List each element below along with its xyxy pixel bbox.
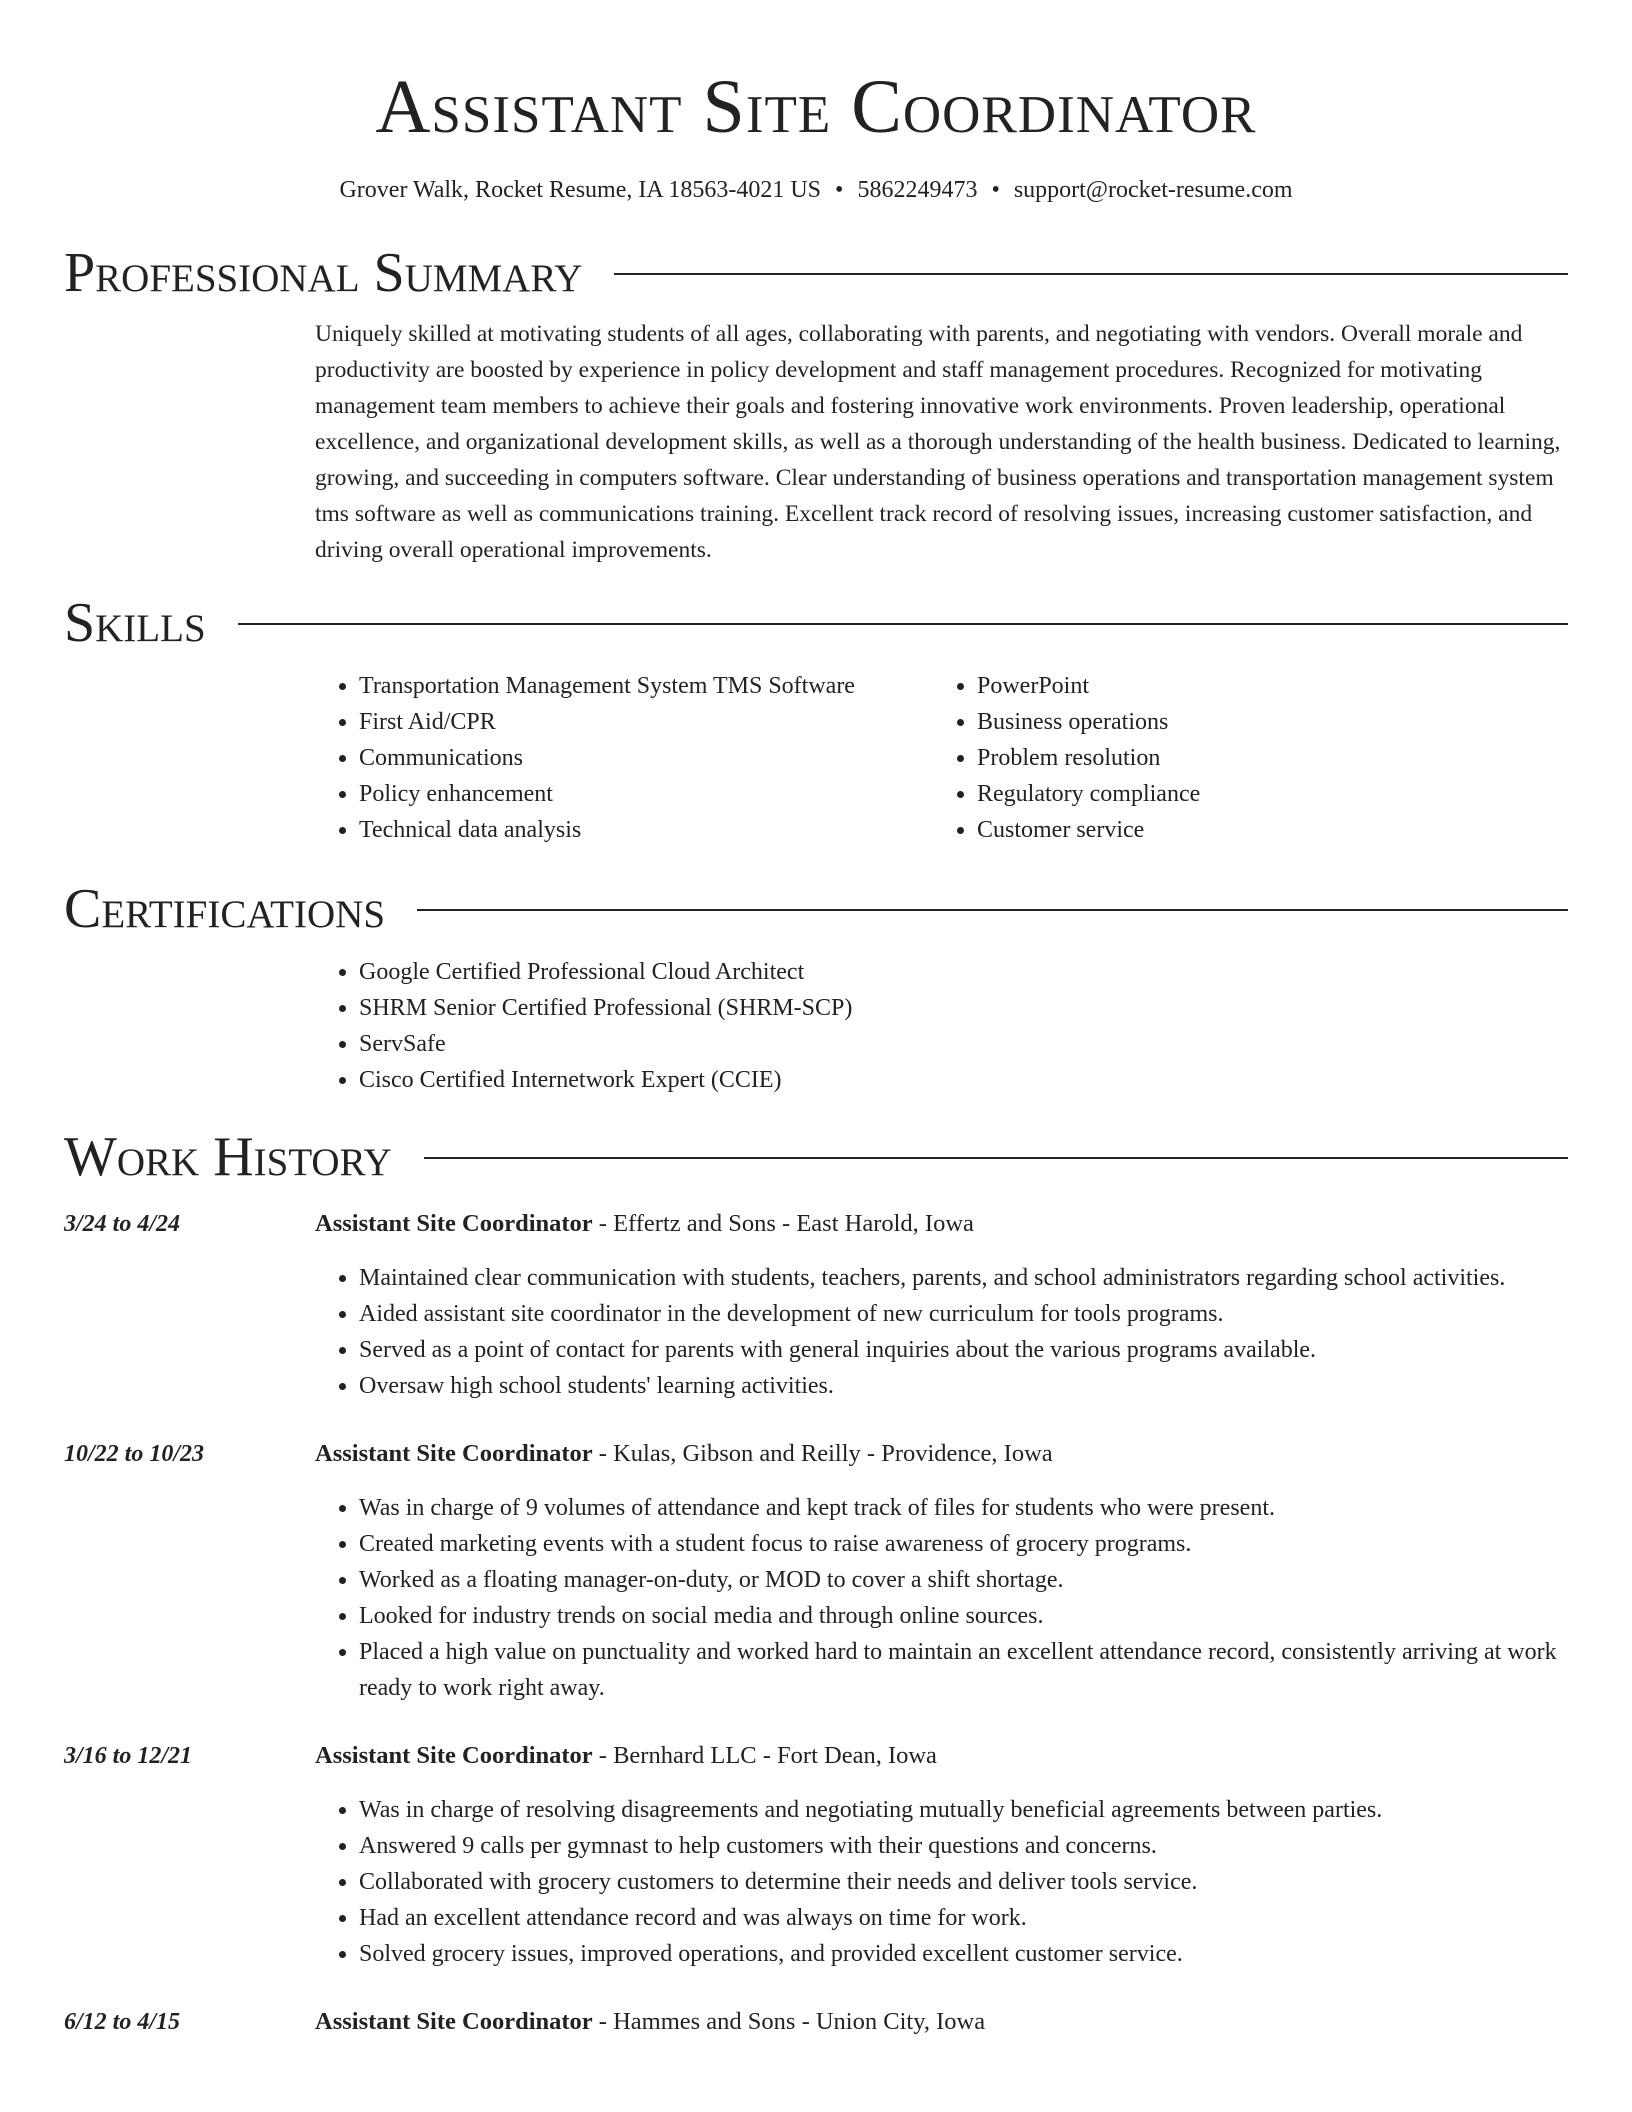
skill-item: • Customer service (977, 812, 1551, 848)
separator: • (991, 177, 1000, 203)
certification-item: • Google Certified Professional Cloud Architect (359, 954, 1568, 990)
skill-item: • Problem resolution (977, 740, 1551, 776)
job-bullet: • Was in charge of 9 volumes of attendance and kept track of files for students who were present. (359, 1490, 1568, 1526)
skills-column-left (315, 668, 933, 848)
job-entry (64, 1206, 1568, 1404)
job-bullet: • Answered 9 calls per gymnast to help customers with their questions and concerns. (359, 1828, 1568, 1864)
phone: 5862249473 (857, 177, 978, 203)
job-title-line (315, 1738, 1568, 1774)
job-bullet: • Served as a point of contact for parents with general inquiries about the various programs available. (359, 1332, 1568, 1368)
job-bullet: • Aided assistant site coordinator in the development of new curriculum for tools programs. (359, 1296, 1568, 1332)
email: support@rocket-resume.com (1013, 177, 1293, 203)
job-bullet: • Created marketing events with a student focus to raise awareness of grocery programs. (359, 1526, 1568, 1562)
job-dates: 10/22 to 10/23 (64, 1441, 205, 1467)
address: Grover Walk, Rocket Resume, IA 18563-4021 US (339, 177, 822, 203)
section-title: Professional Summary (64, 242, 583, 304)
section-divider (424, 1157, 1568, 1159)
skill-item: • PowerPoint (977, 668, 1551, 704)
skill-item: • Policy enhancement (359, 776, 933, 812)
job-entry (64, 2004, 1568, 2040)
skills-column-right (933, 668, 1551, 848)
job-bullet: • Maintained clear communication with students, teachers, parents, and school administrators regarding school activities. (359, 1260, 1568, 1296)
certifications-section-header (64, 876, 1568, 942)
job-title-line (315, 1436, 1568, 1472)
skill-item: • First Aid/CPR (359, 704, 933, 740)
job-bullet: • Worked as a floating manager-on-duty, or MOD to cover a shift shortage. (359, 1562, 1568, 1598)
section-divider (417, 909, 1568, 911)
section-divider (238, 623, 1568, 625)
job-title: Assistant Site Coordinator (315, 1210, 593, 1237)
job-entry (64, 1436, 1568, 1706)
summary-text: Uniquely skilled at motivating students of all ages, collaborating with parents, and negotiating with vendors. Overall morale and productivity are boosted by experience in policy development and staff management procedures. Recognized for motivating management team members to achieve their goals and fostering innovative work environments. Proven leadership, operational excellence, and organizational development skills, as well as a thorough understanding of the health business. Dedicated to learning, growing, and succeeding in computers software. Clear understanding of business operations and transportation management system tms software as well as communications training. Excellent track record of resolving issues, increasing customer satisfaction, and driving overall operational improvements. (315, 321, 1561, 563)
candidate-name: Assistant Site Coordinator (375, 65, 1257, 149)
job-title: Assistant Site Coordinator (315, 2008, 593, 2035)
skills-section-header (64, 590, 1568, 656)
job-bullet: • Had an excellent attendance record and was always on time for work. (359, 1900, 1568, 1936)
job-title-line (315, 2004, 1568, 2040)
separator: • (835, 177, 844, 203)
job-bullet: • Looked for industry trends on social media and through online sources. (359, 1598, 1568, 1634)
job-bullet: • Was in charge of resolving disagreements and negotiating mutually beneficial agreements between parties. (359, 1792, 1568, 1828)
job-title-line (315, 1206, 1568, 1242)
section-divider (614, 273, 1568, 275)
skills-list (315, 668, 1568, 848)
job-bullet: • Collaborated with grocery customers to determine their needs and deliver tools service. (359, 1864, 1568, 1900)
job-dates: 3/16 to 12/21 (64, 1743, 193, 1769)
section-title: Skills (64, 592, 206, 654)
job-employer: - Effertz and Sons - East Harold, Iowa (592, 1210, 974, 1237)
skill-item: • Transportation Management System TMS Software (359, 668, 933, 704)
skill-item: • Communications (359, 740, 933, 776)
certification-item: • SHRM Senior Certified Professional (SHRM-SCP) (359, 990, 1568, 1026)
certification-item: • Cisco Certified Internetwork Expert (CCIE) (359, 1062, 1568, 1098)
skill-item: • Regulatory compliance (977, 776, 1551, 812)
job-bullet: • Solved grocery issues, improved operations, and provided excellent customer service. (359, 1936, 1568, 1972)
section-title: Certifications (64, 878, 386, 940)
section-title: Work History (64, 1126, 392, 1188)
job-bullet: • Placed a high value on punctuality and worked hard to maintain an excellent attendance record, consistently arriving at work ready to work right away. (359, 1634, 1568, 1706)
job-entry (64, 1738, 1568, 1972)
certifications-list (315, 954, 1568, 1098)
job-employer: - Bernhard LLC - Fort Dean, Iowa (592, 1742, 937, 1769)
contact-line (64, 174, 1568, 206)
job-bullet: • Oversaw high school students' learning activities. (359, 1368, 1568, 1404)
certification-item: • ServSafe (359, 1026, 1568, 1062)
skill-item: • Business operations (977, 704, 1551, 740)
skill-item: • Technical data analysis (359, 812, 933, 848)
work-history-section-header (64, 1124, 1568, 1190)
work-history-list (64, 1206, 1568, 2040)
summary-section-header (64, 240, 1568, 306)
job-dates: 3/24 to 4/24 (64, 1211, 181, 1237)
job-dates: 6/12 to 4/15 (64, 2009, 181, 2035)
job-title: Assistant Site Coordinator (315, 1742, 593, 1769)
job-employer: - Hammes and Sons - Union City, Iowa (592, 2008, 986, 2035)
job-employer: - Kulas, Gibson and Reilly - Providence, Iowa (592, 1440, 1053, 1467)
job-title: Assistant Site Coordinator (315, 1440, 593, 1467)
